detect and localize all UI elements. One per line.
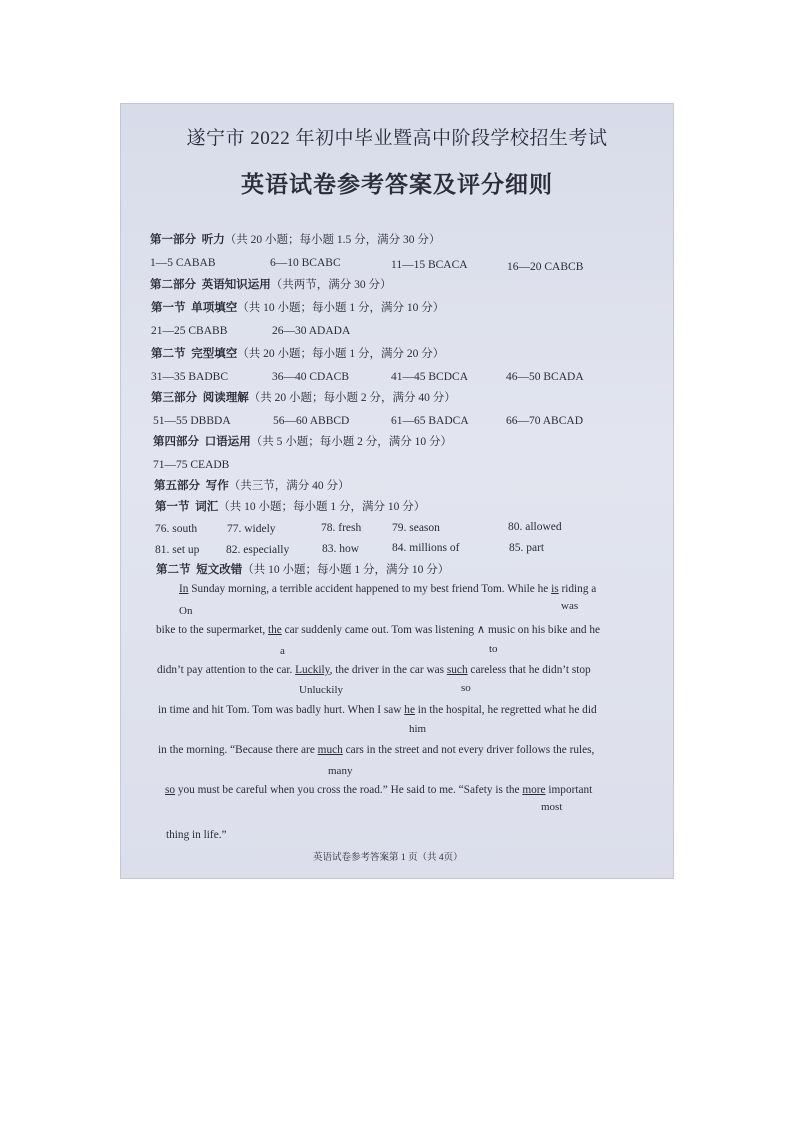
marked-error: In: [179, 583, 189, 595]
answer-group: 61—65 BADCA: [391, 415, 469, 427]
vocab-answer: 83. how: [322, 543, 360, 555]
marked-error: more: [522, 784, 546, 796]
marked-error: such: [446, 664, 468, 676]
passage-line: thing in life.”: [166, 829, 227, 841]
passage-line: In Sunday morning, a terrible accident happened to my best friend Tom. While he is riding a: [179, 583, 597, 595]
scanned-answer-sheet: [120, 103, 674, 879]
part1-heading: 第一部分 听力（共 20 小题；每小题 1.5 分，满分 30 分）: [150, 234, 441, 246]
answer-group: 11—15 BCACA: [391, 259, 468, 271]
document-subtitle: 英语试卷参考答案及评分细则: [241, 172, 553, 197]
page-footer: 英语试卷参考答案第 1 页（共 4页）: [313, 853, 463, 863]
exam-title: 遂宁市 2022 年初中毕业暨高中阶段学校招生考试: [186, 128, 608, 149]
part5-section1-heading: 第一节 词汇（共 10 小题；每小题 1 分，满分 10 分）: [155, 501, 426, 513]
correction: most: [541, 801, 563, 813]
answer-group: 46—50 BCADA: [506, 371, 584, 383]
correction: was: [561, 600, 579, 612]
marked-error: Luckily: [295, 664, 330, 676]
vocab-answer: 84. millions of: [392, 542, 460, 554]
part4-heading: 第四部分 口语运用（共 5 小题；每小题 2 分，满分 10 分）: [153, 436, 452, 448]
vocab-answer: 77. widely: [227, 523, 276, 535]
passage-line: so you must be careful when you cross the road.” He said to me. “Safety is the more important: [165, 784, 593, 796]
correction: so: [461, 682, 471, 694]
answer-group: 51—55 DBBDA: [153, 415, 231, 427]
vocab-answer: 82. especially: [226, 544, 290, 556]
correction: many: [328, 765, 353, 777]
correction: a: [280, 645, 285, 657]
passage-line: bike to the supermarket, the car suddenly came out. Tom was listening ∧ music on his bike and he: [156, 624, 601, 636]
vocab-answer: 80. allowed: [508, 521, 562, 533]
answer-group: 16—20 CABCB: [507, 261, 584, 273]
correction: On: [179, 605, 193, 617]
answer-group: 6—10 BCABC: [270, 257, 341, 269]
marked-error: so: [165, 784, 176, 796]
part2-section2-heading: 第二节 完型填空（共 20 小题；每小题 1 分，满分 20 分）: [151, 348, 445, 360]
vocab-answer: 85. part: [509, 542, 545, 554]
vocab-answer: 76. south: [155, 523, 198, 535]
part2-section1-heading: 第一节 单项填空（共 10 小题；每小题 1 分，满分 10 分）: [151, 302, 445, 314]
answer-group: 1—5 CABAB: [150, 257, 216, 269]
correction: Unluckily: [299, 684, 343, 696]
answer-group: 26—30 ADADA: [272, 325, 351, 337]
part5-heading: 第五部分 写作（共三节，满分 40 分）: [154, 480, 350, 492]
marked-error: he: [404, 704, 415, 716]
vocab-answer: 78. fresh: [321, 522, 362, 534]
part5-section2-heading: 第二节 短文改错（共 10 小题；每小题 1 分，满分 10 分）: [156, 564, 450, 576]
marked-error: is: [551, 583, 559, 595]
answer-group: 66—70 ABCAD: [506, 415, 583, 427]
marked-error: much: [317, 744, 343, 756]
answer-group: 71—75 CEADB: [153, 459, 230, 471]
passage-line: in time and hit Tom. Tom was badly hurt. When I saw he in the hospital, he regretted what he did: [158, 704, 597, 716]
passage-line: in the morning. “Because there are much cars in the street and not every driver follows the rules,: [158, 744, 595, 756]
correction: him: [409, 723, 427, 735]
answer-group: 41—45 BCDCA: [391, 371, 468, 383]
vocab-answer: 81. set up: [155, 544, 200, 556]
passage-line: didn’t pay attention to the car. Luckily, the driver in the car was such careless that he didn’t stop: [157, 664, 591, 676]
vocab-answer: 79. season: [392, 522, 440, 534]
answer-group: 36—40 CDACB: [272, 371, 349, 383]
marked-error: the: [268, 624, 282, 636]
answer-group: 31—35 BADBC: [151, 371, 228, 383]
part3-heading: 第三部分 阅读理解（共 20 小题；每小题 2 分，满分 40 分）: [151, 392, 456, 404]
correction: to: [489, 643, 498, 655]
answer-group: 21—25 CBABB: [151, 325, 228, 337]
part2-heading: 第二部分 英语知识运用（共两节，满分 30 分）: [150, 279, 392, 291]
answer-group: 56—60 ABBCD: [273, 415, 350, 427]
